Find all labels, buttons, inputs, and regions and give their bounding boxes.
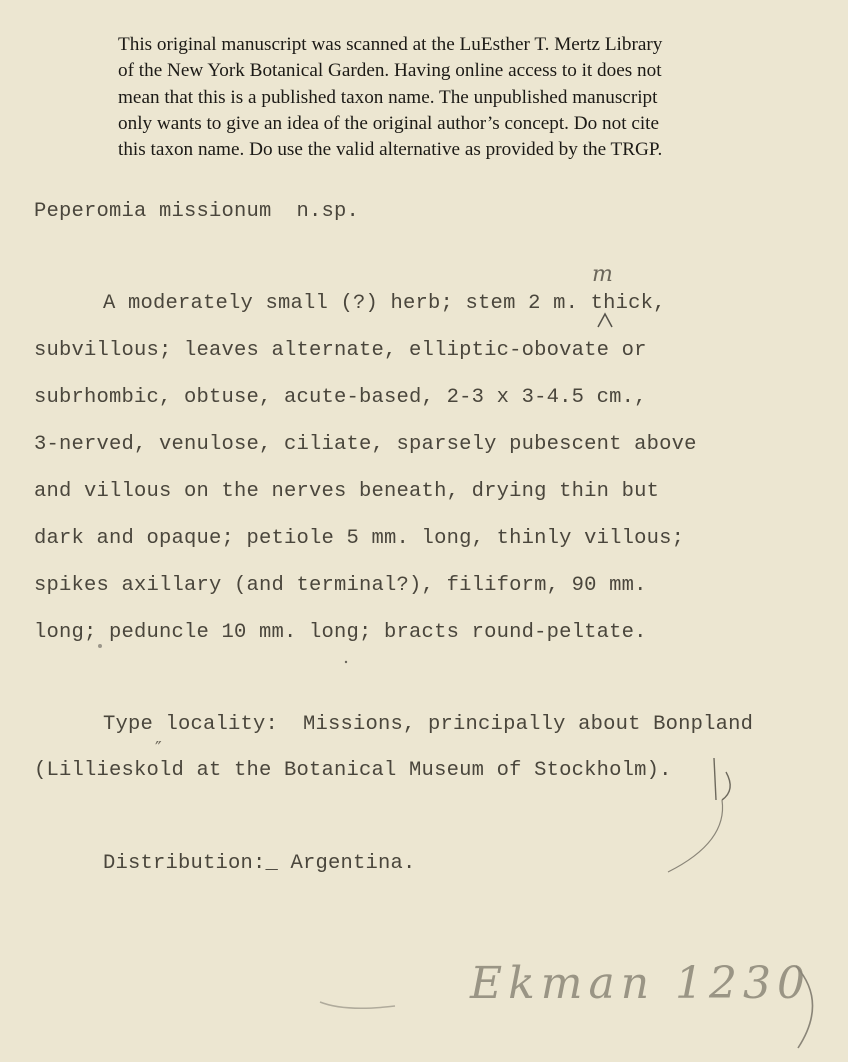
species-title: Peperomia missionum n.sp. bbox=[34, 200, 360, 223]
description-line: subrhombic, obtuse, acute-based, 2-3 x 3-4.5 cm., bbox=[34, 386, 647, 409]
caret-mark bbox=[598, 314, 612, 327]
handwritten-collector-note: Ekman 1230 bbox=[470, 958, 812, 1009]
notice-line: of the New York Botanical Garden. Having online access to it does not bbox=[118, 60, 662, 82]
pencil-line bbox=[668, 800, 723, 872]
description-line: spikes axillary (and terminal?), filiform, 90 mm. bbox=[34, 574, 647, 597]
description-line: long; peduncle 10 mm. long; bracts round-peltate. bbox=[34, 621, 647, 644]
notice-line: this taxon name. Do use the valid alternative as provided by the TRGP. bbox=[118, 139, 663, 161]
distribution-line: Distribution:_ Argentina. bbox=[103, 852, 416, 875]
handwritten-insertion: m bbox=[592, 262, 613, 287]
handwritten-umlaut: ″ bbox=[155, 738, 162, 759]
pencil-close-paren bbox=[796, 966, 813, 1048]
page-speck bbox=[98, 644, 102, 648]
description-line: subvillous; leaves alternate, elliptic-obovate or bbox=[34, 339, 647, 362]
page-speck bbox=[345, 661, 347, 663]
type-locality-line: Type locality: Missions, principally about Bonpland bbox=[103, 713, 754, 736]
pencil-bracket bbox=[320, 1002, 395, 1008]
type-locality-line: (Lillieskold at the Botanical Museum of Stockholm). bbox=[34, 759, 672, 782]
bracket-mark bbox=[714, 758, 716, 800]
notice-line: mean that this is a published taxon name. The unpublished manuscript bbox=[118, 86, 658, 108]
description-line: and villous on the nerves beneath, drying thin but bbox=[34, 480, 660, 503]
description-line: 3-nerved, venulose, ciliate, sparsely pubescent above bbox=[34, 433, 697, 456]
notice-line: This original manuscript was scanned at the LuEsther T. Mertz Library bbox=[118, 34, 663, 55]
bracket-curve bbox=[722, 772, 730, 800]
notice-line: only wants to give an idea of the original author’s concept. Do not cite bbox=[118, 112, 660, 134]
description-line: A moderately small (?) herb; stem 2 m. thick, bbox=[103, 292, 666, 315]
description-line: dark and opaque; petiole 5 mm. long, thinly villous; bbox=[34, 527, 685, 550]
